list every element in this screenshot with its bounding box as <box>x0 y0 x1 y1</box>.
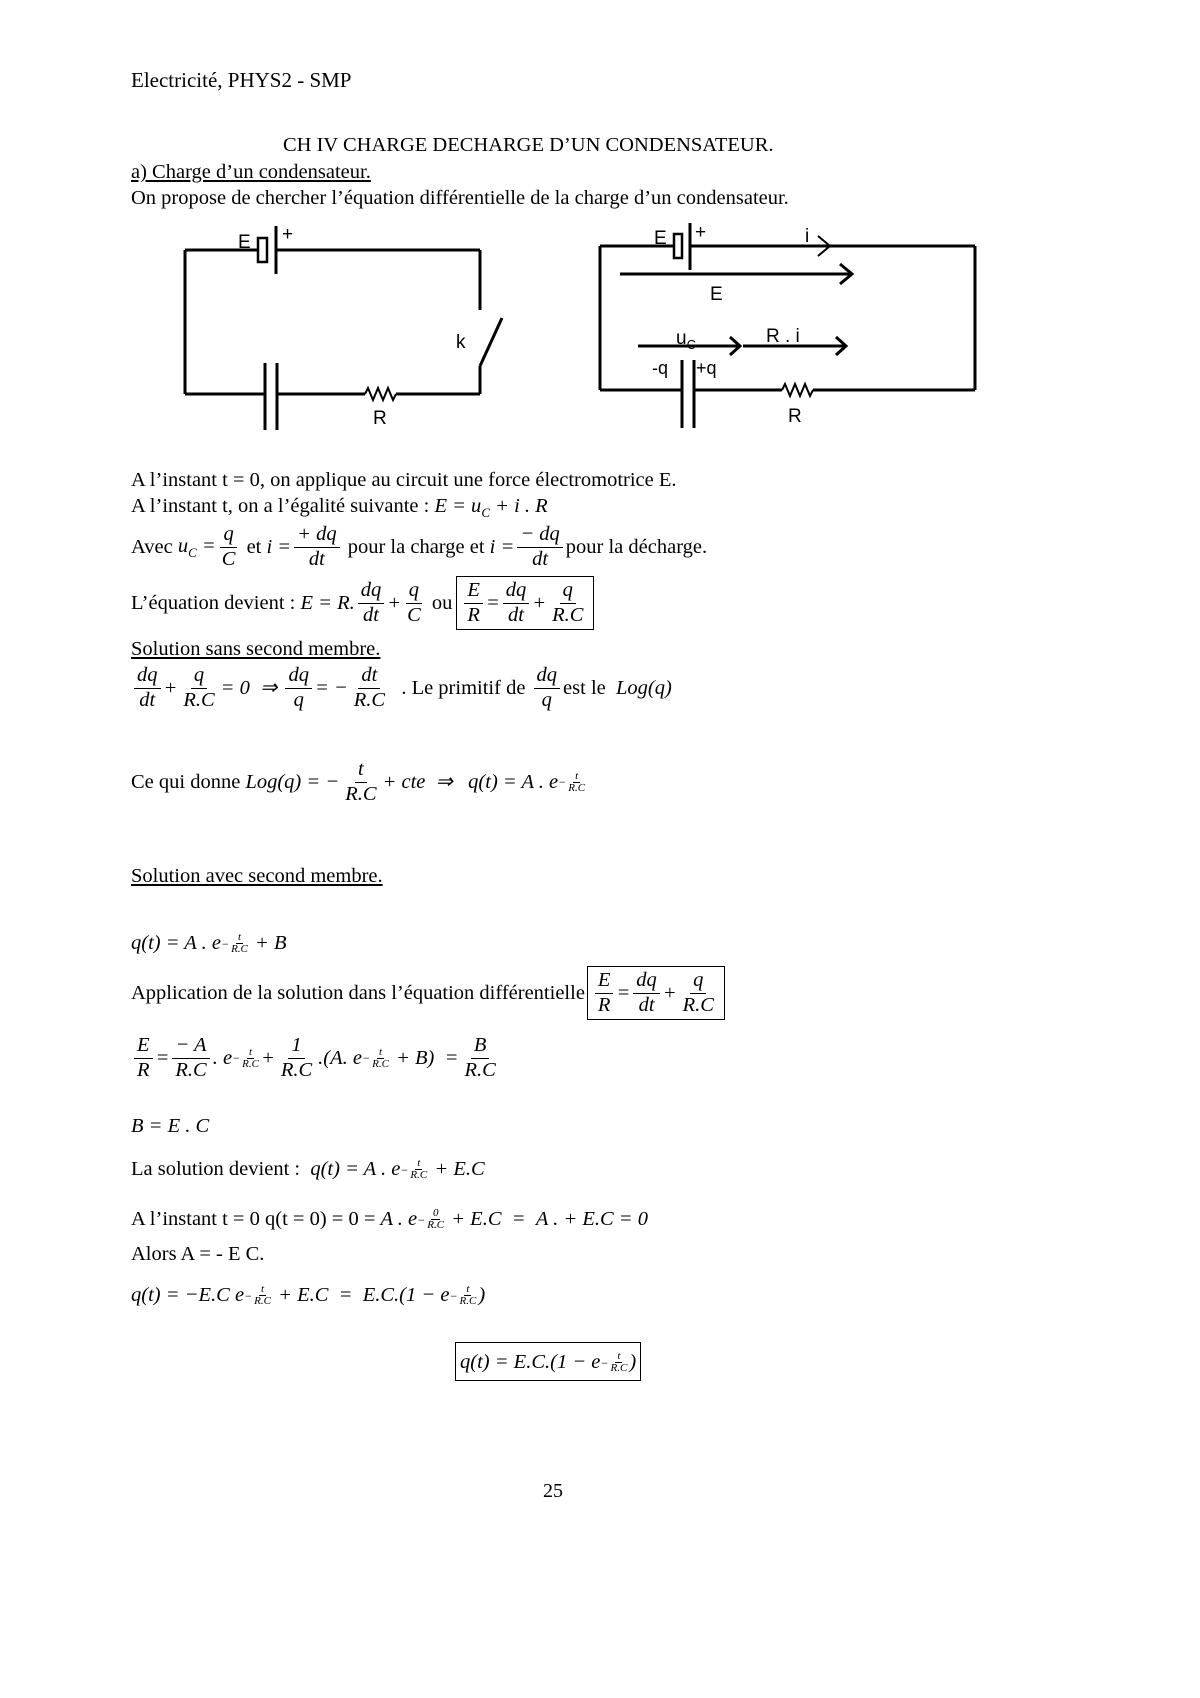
final-solution-box: q(t) = E.C.(1 − e − t R.C ) <box>455 1342 641 1381</box>
sasm-heading: Solution avec second membre. <box>131 865 383 887</box>
chapter-title: CH IV CHARGE DECHARGE D’UN CONDENSATEUR. <box>283 134 774 156</box>
current-label: i <box>805 226 810 247</box>
general-solution: q(t) = A . e − t R.C + B <box>131 931 287 955</box>
ce-qui-donne-line: Ce qui donne Log(q) = − $\frac{t}{R.C}$ + cte ⇒ q(t) = A . e − t R.C <box>131 758 586 805</box>
expanded-solution: q(t) = −E.C e − t R.C + E.C = E.C.(1 − e − t R.C ) <box>131 1283 486 1307</box>
solution-devient-line: La solution devient : q(t) = A . e − t R.C + E.C <box>131 1157 485 1181</box>
charging-circuit-diagram <box>170 218 540 438</box>
battery-label: E <box>238 232 251 253</box>
b-equation: B = E . C <box>131 1115 210 1137</box>
initial-condition-line: A l’instant t = 0 q(t = 0) = 0 = A . e − 0 R.C + E.C = A . + E.C = 0 <box>131 1207 648 1231</box>
uc-label: $u_C$ <box>676 328 696 352</box>
section-heading: a) Charge d’un condensateur. <box>131 161 371 183</box>
switch-label: k <box>456 332 466 353</box>
emf-arrow-label: E <box>710 284 723 305</box>
line-instant-t: A l’instant t, on a l’égalité suivante : $E = u_C + i$ . R <box>131 495 548 521</box>
ssm-heading: Solution sans second membre. <box>131 638 381 660</box>
intro-text: On propose de chercher l’équation différentielle de la charge d’un condensateur. <box>131 187 789 209</box>
battery-plus: + <box>282 224 294 245</box>
page-number: 25 <box>543 1480 563 1502</box>
plus-q-label: +q <box>696 358 717 378</box>
alors-line: Alors A = - E C. <box>131 1243 265 1265</box>
ri-label: R . i <box>766 326 800 347</box>
charging-circuit-annotated-diagram <box>590 218 990 443</box>
page-header: Electricité, PHYS2 - SMP <box>131 68 352 92</box>
application-line: Application de la solution dans l’équation différentielle $\frac{E}{R}$ = $\frac{dq}{dt}$ + $\frac{q}{R.C}$ <box>131 966 725 1020</box>
ssm-equation: $\frac{dq}{dt}$ + $\frac{q}{R.C}$ = 0 ⇒ $\frac{dq}{q}$ = − $\frac{dt}{R.C}$ . Le primitif de $\frac{dq}{q}$ est le Log(q) <box>131 664 672 712</box>
minus-q-label: -q <box>652 358 669 378</box>
avec-line: Avec $u_C$ = $\frac{q}{C}$ et i = $\frac{+ dq}{dt}$ pour la charge et i = $\frac{- dq}{dt}$ pour la décharge. <box>131 523 708 570</box>
battery-label: E <box>654 228 667 249</box>
resistor-label: R <box>788 406 802 427</box>
substitution-equation: $\frac{E}{R}$ = $\frac{- A}{R.C}$ . e − t R.C + $\frac{1}{R.C}$ .(A. e − t R.C + B) = $\frac{B}{R.C}$ <box>131 1034 502 1082</box>
resistor-label: R <box>373 408 387 429</box>
equation-line: L’équation devient : E = R. $\frac{dq}{dt}$ + $\frac{q}{C}$ ou $\frac{E}{R}$ = $\frac{dq}{dt}$ + $\frac{q}{R.C}$ <box>131 576 594 630</box>
battery-plus: + <box>695 222 707 243</box>
line-instant-0: A l’instant t = 0, on applique au circuit une force électromotrice E. <box>131 469 677 491</box>
